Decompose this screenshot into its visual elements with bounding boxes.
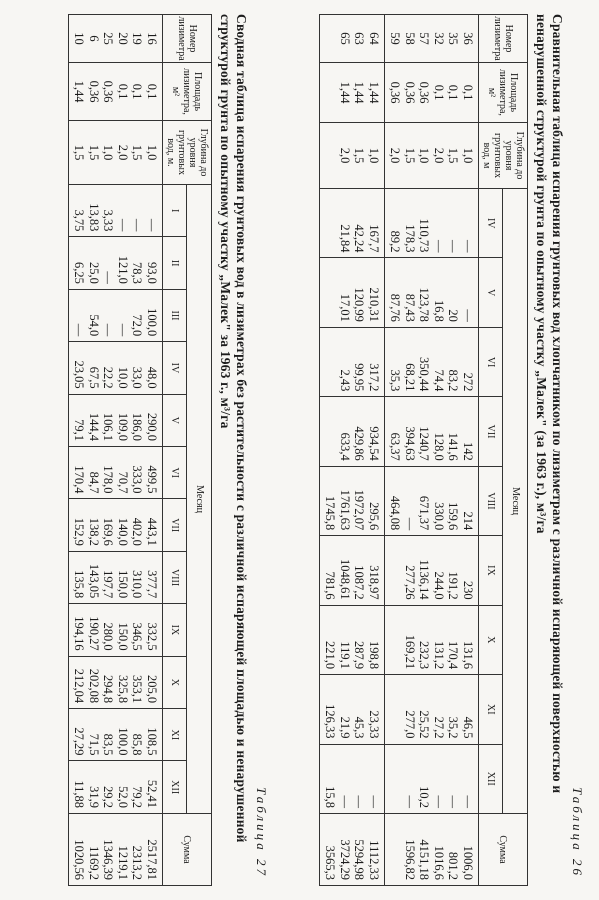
cell-value: 230 bbox=[461, 580, 475, 600]
cell-value: 159,6 bbox=[446, 502, 461, 531]
cell-value: 35,3 bbox=[388, 369, 403, 392]
cell-value: 2,0 bbox=[338, 147, 352, 164]
cell-value: 10,0 bbox=[116, 366, 130, 389]
cell-value: 21,84 bbox=[338, 224, 352, 253]
header-number: Номер лизиметра bbox=[479, 15, 528, 63]
cell-value: 3,33 bbox=[101, 209, 116, 232]
cell-value: 100,0 bbox=[145, 308, 159, 337]
month-values bbox=[69, 604, 163, 656]
cell-value: 443,1 bbox=[145, 517, 159, 546]
cell-value: — bbox=[367, 795, 381, 808]
cell-value: 198,8 bbox=[367, 640, 381, 670]
cell-value: 83,2 bbox=[446, 369, 461, 392]
cell-value: 152,9 bbox=[72, 517, 87, 546]
cell-value: 84,7 bbox=[87, 471, 101, 494]
sum-values bbox=[385, 814, 479, 886]
header-depth: Глубина до уровня грунтовых вод, м bbox=[479, 123, 528, 189]
month-header: VII bbox=[479, 397, 504, 466]
month-values bbox=[385, 327, 479, 396]
cell-value: 2,43 bbox=[338, 369, 352, 392]
groundwater-depths bbox=[320, 123, 385, 189]
cell-value: 17,01 bbox=[338, 293, 352, 322]
cell-value: 170,4 bbox=[446, 640, 461, 670]
cell-value: 1,0 bbox=[461, 147, 475, 164]
cell-value: 65 bbox=[338, 32, 352, 45]
header-sum: Сумма bbox=[163, 814, 212, 886]
cell-value: 277,0 bbox=[403, 710, 417, 739]
cell-value: 0,36 bbox=[87, 80, 101, 103]
cell-value: 633,4 bbox=[338, 432, 352, 461]
month-values bbox=[320, 397, 385, 466]
cell-value: 72,0 bbox=[130, 314, 145, 337]
cell-value: 135,8 bbox=[72, 570, 87, 599]
cell-value: 19 bbox=[130, 32, 145, 45]
cell-value: 178,3 bbox=[403, 224, 417, 253]
cell-value: 221,0 bbox=[323, 640, 338, 670]
cell-value: 205,0 bbox=[145, 674, 159, 704]
cell-value: 0,1 bbox=[116, 83, 130, 100]
month-values bbox=[69, 761, 163, 814]
table-26 bbox=[319, 14, 528, 886]
cell-value: 13,83 bbox=[87, 203, 101, 232]
month-header: VI bbox=[479, 327, 504, 396]
cell-value: 36 bbox=[461, 32, 475, 45]
month-values bbox=[69, 289, 163, 341]
cell-value: 16 bbox=[145, 32, 159, 45]
month-values bbox=[320, 675, 385, 744]
month-values bbox=[320, 536, 385, 605]
cell-value: — bbox=[130, 218, 145, 232]
cell-value: — bbox=[461, 309, 475, 322]
cell-value: 20 bbox=[446, 309, 461, 322]
cell-value: 671,37 bbox=[417, 495, 432, 531]
month-header: I bbox=[163, 185, 188, 237]
cell-value: 353,1 bbox=[130, 674, 145, 704]
cell-value: 46,5 bbox=[461, 716, 475, 739]
cell-value: 0,36 bbox=[417, 81, 432, 104]
cell-value: 42,24 bbox=[352, 224, 367, 253]
cell-value: 110,73 bbox=[417, 218, 432, 253]
cell-value: 1,44 bbox=[72, 80, 87, 103]
cell-value: 167,7 bbox=[367, 224, 381, 253]
month-values bbox=[385, 258, 479, 327]
cell-value: 1219,1 bbox=[116, 845, 130, 880]
cell-value: 170,4 bbox=[72, 465, 87, 494]
month-header: XII bbox=[163, 761, 188, 814]
cell-value: 78,3 bbox=[130, 261, 145, 284]
lysimeter-areas bbox=[385, 63, 479, 123]
cell-value: 0,1 bbox=[145, 83, 159, 100]
cell-value: 3,75 bbox=[72, 209, 87, 232]
cell-value: 197,7 bbox=[101, 570, 116, 599]
cell-value: 85,8 bbox=[130, 733, 145, 756]
cell-value: 3724,29 bbox=[338, 839, 352, 880]
month-header: IX bbox=[479, 536, 504, 605]
cell-value: 6,25 bbox=[72, 261, 87, 284]
sum-values bbox=[69, 814, 163, 886]
month-header: III bbox=[163, 289, 188, 341]
cell-value: 2,0 bbox=[116, 144, 130, 161]
cell-value: 1,44 bbox=[367, 81, 381, 104]
cell-value: 272 bbox=[461, 372, 475, 392]
cell-value: 1048,61 bbox=[338, 559, 352, 600]
cell-value: 79,1 bbox=[72, 419, 87, 442]
cell-value: 325,8 bbox=[116, 674, 130, 704]
cell-value: 429,86 bbox=[352, 426, 367, 461]
cell-value: 32 bbox=[432, 32, 446, 45]
cell-value: 0,36 bbox=[101, 80, 116, 103]
cell-value: 1346,39 bbox=[101, 839, 116, 880]
cell-value: 310,0 bbox=[130, 570, 145, 599]
month-values bbox=[320, 744, 385, 814]
month-values bbox=[69, 499, 163, 551]
cell-value: 54,0 bbox=[87, 314, 101, 337]
cell-value: 2,0 bbox=[432, 147, 446, 164]
lysimeter-numbers bbox=[385, 15, 479, 63]
cell-value: 0,1 bbox=[461, 84, 475, 101]
cell-value: 131,6 bbox=[461, 640, 475, 670]
cell-value: 194,16 bbox=[72, 616, 87, 651]
cell-value: 0,1 bbox=[446, 84, 461, 101]
cell-value: — bbox=[403, 795, 417, 808]
month-values bbox=[385, 536, 479, 605]
cell-value: 1016,6 bbox=[432, 845, 446, 880]
cell-value: 11,88 bbox=[72, 780, 87, 808]
cell-value: — bbox=[403, 517, 417, 531]
cell-value: 2,0 bbox=[388, 147, 403, 164]
cell-value: 190,27 bbox=[87, 616, 101, 651]
table-26-label: Таблица 26 bbox=[570, 786, 585, 878]
cell-value: 106,1 bbox=[101, 412, 116, 442]
cell-value: 394,63 bbox=[403, 426, 417, 461]
month-values bbox=[69, 447, 163, 499]
cell-value: 141,6 bbox=[446, 432, 461, 461]
cell-value: 144,4 bbox=[87, 412, 101, 442]
cell-value: 67,5 bbox=[87, 366, 101, 389]
month-header: VIII bbox=[479, 466, 504, 535]
cell-value: 1,0 bbox=[101, 144, 116, 161]
cell-value: 1,44 bbox=[352, 81, 367, 104]
cell-value: 934,54 bbox=[367, 426, 381, 461]
month-values bbox=[69, 394, 163, 446]
cell-value: 290,0 bbox=[145, 412, 159, 442]
cell-value: 5294,98 bbox=[352, 839, 367, 880]
cell-value: 1169,2 bbox=[87, 846, 101, 880]
cell-value: — bbox=[338, 795, 352, 808]
cell-value: 89,2 bbox=[388, 230, 403, 253]
month-values bbox=[320, 327, 385, 396]
cell-value: 330,0 bbox=[432, 502, 446, 531]
cell-value: 63,37 bbox=[388, 432, 403, 461]
cell-value: 143,05 bbox=[87, 563, 101, 599]
cell-value: 280,0 bbox=[101, 622, 116, 651]
cell-value: 74,4 bbox=[432, 369, 446, 392]
sum-values bbox=[320, 814, 385, 886]
cell-value: 1006,0 bbox=[461, 845, 475, 880]
cell-value: 10,2 bbox=[417, 786, 432, 808]
cell-value: 63 bbox=[352, 32, 367, 45]
cell-value: 128,0 bbox=[432, 432, 446, 461]
cell-value: 210,31 bbox=[367, 287, 381, 322]
month-values bbox=[385, 189, 479, 258]
cell-value: 244,0 bbox=[432, 571, 446, 600]
cell-value: — bbox=[446, 239, 461, 253]
cell-value: — bbox=[116, 323, 130, 337]
table-27-label: Таблица 27 bbox=[254, 786, 269, 878]
table-26-block bbox=[319, 14, 585, 886]
cell-value: — bbox=[446, 795, 461, 808]
cell-value: 1,44 bbox=[338, 81, 352, 104]
month-values bbox=[69, 656, 163, 708]
cell-value: 120,99 bbox=[352, 287, 367, 322]
cell-value: 1745,8 bbox=[323, 495, 338, 531]
lysimeter-areas bbox=[320, 63, 385, 123]
cell-value: 232,3 bbox=[417, 640, 432, 670]
month-values bbox=[320, 189, 385, 258]
month-values bbox=[385, 397, 479, 466]
cell-value: 45,3 bbox=[352, 716, 367, 739]
month-values bbox=[320, 466, 385, 535]
cell-value: 131,2 bbox=[432, 640, 446, 670]
cell-value: 23,05 bbox=[72, 360, 87, 389]
cell-value: 87,76 bbox=[388, 293, 403, 322]
month-values bbox=[69, 185, 163, 237]
cell-value: 10 bbox=[72, 32, 87, 45]
month-values bbox=[385, 744, 479, 814]
cell-value: 121,0 bbox=[116, 255, 130, 284]
cell-value: 93,0 bbox=[145, 261, 159, 284]
cell-value: 1761,63 bbox=[338, 489, 352, 531]
cell-value: 4151,18 bbox=[417, 839, 432, 880]
cell-value: 1087,2 bbox=[352, 565, 367, 600]
cell-value: 1,0 bbox=[417, 147, 432, 164]
cell-value: 52,41 bbox=[145, 779, 159, 808]
cell-value: 64 bbox=[367, 32, 381, 45]
table-27-block bbox=[68, 14, 269, 886]
cell-value: 1972,07 bbox=[352, 489, 367, 531]
month-values bbox=[385, 675, 479, 744]
cell-value: 202,08 bbox=[87, 668, 101, 704]
cell-value: 25 bbox=[101, 32, 116, 45]
cell-value: 169,6 bbox=[101, 517, 116, 546]
cell-value: 350,44 bbox=[417, 356, 432, 392]
cell-value: — bbox=[101, 323, 116, 337]
cell-value: 277,26 bbox=[403, 565, 417, 600]
cell-value: 1,5 bbox=[87, 144, 101, 161]
cell-value: 31,9 bbox=[87, 786, 101, 808]
cell-value: 3565,3 bbox=[323, 845, 338, 880]
month-values bbox=[320, 258, 385, 327]
month-header: IV bbox=[163, 342, 188, 394]
cell-value: 1,5 bbox=[352, 147, 367, 164]
cell-value: 1,0 bbox=[367, 147, 381, 164]
cell-value: 402,0 bbox=[130, 517, 145, 546]
cell-value: 178,0 bbox=[101, 465, 116, 494]
cell-value: 2517,81 bbox=[145, 839, 159, 880]
cell-value: 1020,56 bbox=[72, 839, 87, 880]
cell-value: 29,2 bbox=[101, 786, 116, 808]
cell-value: 70,7 bbox=[116, 471, 130, 494]
cell-value: 1240,7 bbox=[417, 426, 432, 461]
cell-value: 6 bbox=[87, 35, 101, 42]
cell-value: 186,0 bbox=[130, 412, 145, 442]
cell-value: 0,1 bbox=[130, 83, 145, 100]
lysimeter-areas bbox=[69, 63, 163, 121]
month-values bbox=[385, 605, 479, 674]
cell-value: 0,1 bbox=[432, 84, 446, 101]
table-row bbox=[69, 15, 163, 886]
cell-value: 377,7 bbox=[145, 570, 159, 599]
header-area: Площадь лизиметра, м² bbox=[163, 63, 212, 121]
month-header: VIII bbox=[163, 551, 188, 603]
month-values bbox=[385, 466, 479, 535]
month-header: XI bbox=[479, 675, 504, 744]
cell-value: 801,2 bbox=[446, 851, 461, 880]
cell-value: 23,33 bbox=[367, 710, 381, 739]
cell-value: 1596,82 bbox=[403, 839, 417, 880]
cell-value: 48,0 bbox=[145, 366, 159, 389]
cell-value: 83,5 bbox=[101, 733, 116, 756]
cell-value: 119,1 bbox=[338, 641, 352, 670]
cell-value: 317,2 bbox=[367, 363, 381, 392]
cell-value: — bbox=[145, 218, 159, 232]
cell-value: — bbox=[461, 795, 475, 808]
header-months: Месяц bbox=[503, 189, 528, 814]
cell-value: 1,5 bbox=[403, 147, 417, 164]
month-header: XI bbox=[163, 709, 188, 761]
cell-value: 1136,14 bbox=[417, 559, 432, 600]
table-26-title: Сравнительная таблица испарения грунтовых вод хлопчатником по лизиметрам с различной испаряющей поверхностью и ненарушенной структурой грунта по опытному участку „Малек" (за 1963 г.), м³/га bbox=[534, 14, 565, 794]
cell-value: 212,04 bbox=[72, 668, 87, 704]
month-values bbox=[69, 709, 163, 761]
cell-value: 295,6 bbox=[367, 502, 381, 531]
cell-value: 108,5 bbox=[145, 727, 159, 756]
cell-value: 16,8 bbox=[432, 300, 446, 322]
cell-value: 35 bbox=[446, 32, 461, 45]
header-months: Месяц bbox=[187, 185, 212, 814]
cell-value: 126,33 bbox=[323, 704, 338, 739]
month-header: VII bbox=[163, 499, 188, 551]
month-header: V bbox=[163, 394, 188, 446]
month-values bbox=[69, 551, 163, 603]
cell-value: 150,0 bbox=[116, 570, 130, 599]
cell-value: 68,21 bbox=[403, 363, 417, 392]
cell-value: 333,0 bbox=[130, 465, 145, 494]
cell-value: 20 bbox=[116, 32, 130, 45]
cell-value: 99,95 bbox=[352, 363, 367, 392]
cell-value: — bbox=[461, 239, 475, 253]
cell-value: 499,5 bbox=[145, 465, 159, 494]
table-row bbox=[320, 15, 385, 886]
month-header: IV bbox=[479, 189, 504, 258]
cell-value: 79,2 bbox=[130, 786, 145, 808]
cell-value: 1,5 bbox=[72, 144, 87, 161]
cell-value: 2313,2 bbox=[130, 845, 145, 880]
header-sum: Сумма bbox=[479, 814, 528, 886]
cell-value: 214 bbox=[461, 511, 475, 531]
month-header: XII bbox=[479, 744, 504, 814]
cell-value: 57 bbox=[417, 32, 432, 45]
cell-value: 52,0 bbox=[116, 786, 130, 808]
cell-value: 318,97 bbox=[367, 565, 381, 600]
cell-value: — bbox=[432, 795, 446, 808]
cell-value: 71,5 bbox=[87, 733, 101, 756]
cell-value: 21,9 bbox=[338, 716, 352, 739]
groundwater-depths bbox=[69, 121, 163, 185]
table-row bbox=[385, 15, 479, 886]
cell-value: 142 bbox=[461, 442, 475, 461]
cell-value: — bbox=[352, 795, 367, 808]
cell-value: 138,2 bbox=[87, 517, 101, 546]
cell-value: 59 bbox=[388, 32, 403, 45]
cell-value: 1112,33 bbox=[367, 840, 381, 880]
month-values bbox=[320, 605, 385, 674]
cell-value: 123,78 bbox=[417, 287, 432, 322]
cell-value: 0,36 bbox=[403, 81, 417, 104]
cell-value: 781,6 bbox=[323, 571, 338, 600]
cell-value: 33,0 bbox=[130, 366, 145, 389]
cell-value: 25,52 bbox=[417, 710, 432, 739]
cell-value: 27,29 bbox=[72, 727, 87, 756]
cell-value: 100,0 bbox=[116, 727, 130, 756]
cell-value: 25,0 bbox=[87, 261, 101, 284]
cell-value: 1,0 bbox=[145, 144, 159, 161]
month-header: V bbox=[479, 258, 504, 327]
cell-value: 294,8 bbox=[101, 674, 116, 704]
month-values bbox=[69, 237, 163, 289]
header-area: Площадь лизиметра, м² bbox=[479, 63, 528, 123]
cell-value: 191,2 bbox=[446, 571, 461, 600]
month-header: VI bbox=[163, 447, 188, 499]
cell-value: 287,9 bbox=[352, 640, 367, 670]
cell-value: 58 bbox=[403, 32, 417, 45]
cell-value: 150,0 bbox=[116, 622, 130, 651]
month-header: X bbox=[163, 656, 188, 708]
header-depth: Глубина до уровня грунтовых вод, м. bbox=[163, 121, 212, 185]
cell-value: — bbox=[116, 218, 130, 232]
cell-value: 109,0 bbox=[116, 412, 130, 442]
table-27 bbox=[68, 14, 212, 886]
header-number: Номер лизиметра bbox=[163, 15, 212, 63]
cell-value: — bbox=[72, 323, 87, 337]
cell-value: 15,8 bbox=[323, 786, 338, 808]
month-header: IX bbox=[163, 604, 188, 656]
table-27-title: Сводная таблица испарения грунтовых вод в лизиметрах без растительности с различной испаряющей площадью и ненарушенной структурой грунта по опытному участку „Малек" за 1963 г., м³/га bbox=[218, 14, 249, 843]
cell-value: 87,43 bbox=[403, 293, 417, 322]
cell-value: 140,0 bbox=[116, 517, 130, 546]
cell-value: 0,36 bbox=[388, 81, 403, 104]
cell-value: — bbox=[432, 239, 446, 253]
cell-value: 332,5 bbox=[145, 622, 159, 651]
cell-value: 27,2 bbox=[432, 716, 446, 739]
lysimeter-numbers bbox=[320, 15, 385, 63]
lysimeter-numbers bbox=[69, 15, 163, 63]
month-header: II bbox=[163, 237, 188, 289]
cell-value: 346,5 bbox=[130, 622, 145, 651]
cell-value: 35,2 bbox=[446, 716, 461, 739]
month-values bbox=[69, 342, 163, 394]
cell-value: 22,2 bbox=[101, 366, 116, 389]
cell-value: — bbox=[101, 271, 116, 284]
groundwater-depths bbox=[385, 123, 479, 189]
cell-value: 1,5 bbox=[130, 144, 145, 161]
cell-value: 1,5 bbox=[446, 147, 461, 164]
cell-value: 169,21 bbox=[403, 634, 417, 670]
cell-value: 464,08 bbox=[388, 495, 403, 531]
month-header: X bbox=[479, 605, 504, 674]
